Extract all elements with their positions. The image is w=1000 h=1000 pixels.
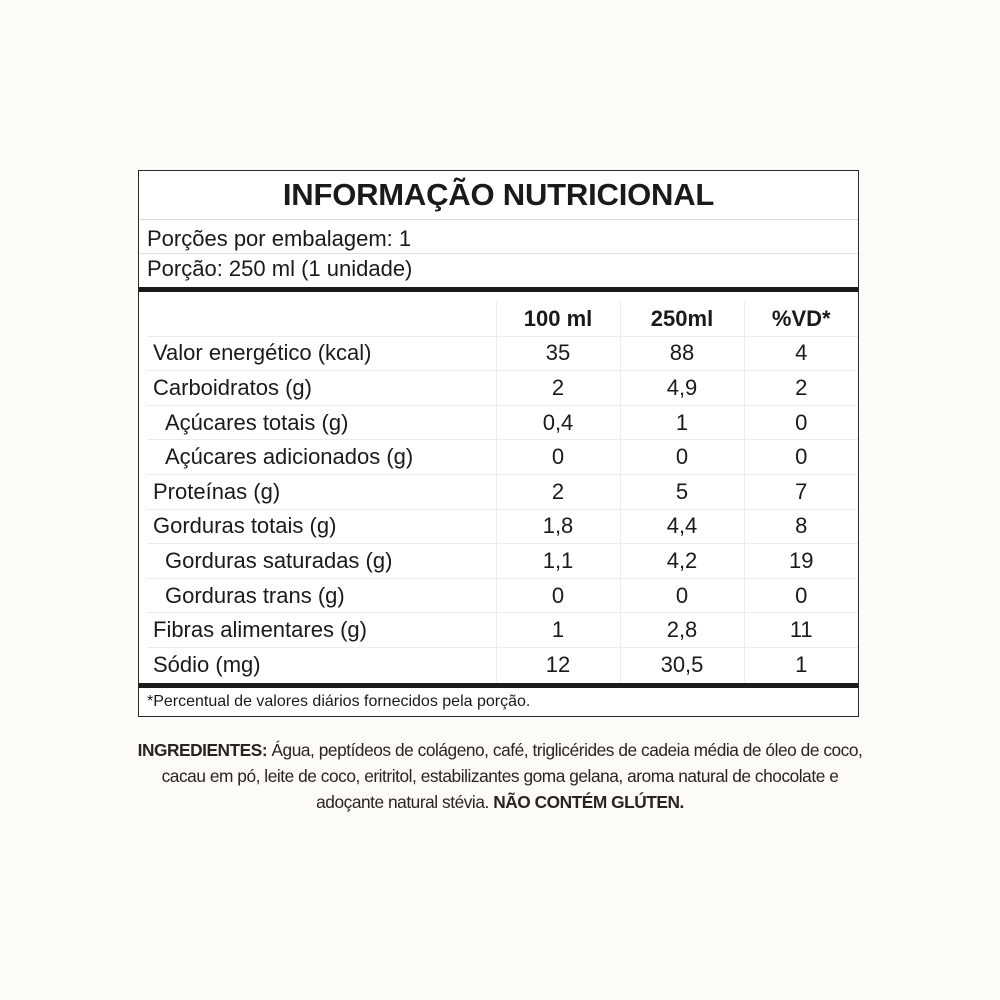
nutrient-name: Gorduras trans (g)	[147, 578, 496, 613]
table-row	[147, 578, 858, 613]
servings-per-package: Porções por embalagem: 1	[147, 226, 412, 251]
value-100ml: 1,8	[496, 509, 620, 544]
value-vd: 0	[744, 578, 858, 613]
nutrient-name: Gorduras totais (g)	[147, 509, 496, 544]
value-250ml: 4,2	[620, 544, 744, 579]
daily-value-footnote: *Percentual de valores diários fornecidos pela porção.	[147, 693, 531, 710]
value-250ml: 88	[620, 336, 744, 371]
value-100ml: 1,1	[496, 544, 620, 579]
table-row	[147, 405, 858, 440]
value-vd: 0	[744, 405, 858, 440]
ingredients-heading: INGREDIENTES:	[137, 740, 268, 760]
value-vd: 19	[744, 544, 858, 579]
nutrient-name: Fibras alimentares (g)	[147, 613, 496, 648]
value-100ml: 0	[496, 578, 620, 613]
table-row	[147, 647, 858, 681]
value-250ml: 30,5	[620, 647, 744, 681]
ingredients-block	[130, 737, 870, 815]
nutrient-name: Sódio (mg)	[147, 647, 496, 681]
thick-divider-bottom	[139, 683, 858, 688]
nutrient-name: Açúcares totais (g)	[147, 405, 496, 440]
nutrient-name: Açúcares adicionados (g)	[147, 440, 496, 475]
nutrient-name: Valor energético (kcal)	[147, 336, 496, 371]
nutrient-name: Proteínas (g)	[147, 474, 496, 509]
table-row	[147, 440, 858, 475]
value-250ml: 4,9	[620, 371, 744, 406]
nutrient-name: Gorduras saturadas (g)	[147, 544, 496, 579]
serving-size: Porção: 250 ml (1 unidade)	[147, 256, 413, 281]
nutrition-table	[147, 302, 858, 682]
value-100ml: 2	[496, 371, 620, 406]
value-250ml: 0	[620, 440, 744, 475]
value-vd: 1	[795, 651, 808, 677]
value-100ml: 35	[496, 336, 620, 371]
label-title: INFORMAÇÃO NUTRICIONAL	[282, 177, 715, 212]
value-100ml: 12	[496, 647, 620, 681]
nutrition-facts-label	[138, 170, 859, 717]
table-row	[147, 371, 858, 406]
value-100ml: 2	[496, 474, 620, 509]
nutrient-name: Carboidratos (g)	[147, 371, 496, 406]
value-vd: 8	[744, 509, 858, 544]
header-nutrient-cell	[147, 302, 496, 336]
title-divider	[139, 219, 858, 220]
value-250ml: 1	[620, 405, 744, 440]
value-250ml: 5	[620, 474, 744, 509]
table-row	[147, 336, 858, 371]
value-vd: 2	[744, 371, 858, 406]
value-vd: 11	[744, 613, 858, 648]
portion-divider	[139, 253, 858, 254]
value-250ml: 2,8	[620, 613, 744, 648]
column-header-100ml: 100 ml	[496, 302, 620, 336]
table-row	[147, 509, 858, 544]
table-row	[147, 544, 858, 579]
column-header-vd: %VD*	[744, 302, 858, 336]
thick-divider-top	[139, 287, 858, 292]
value-vd: 4	[744, 336, 858, 371]
table-row	[147, 613, 858, 648]
table-row	[147, 474, 858, 509]
table-header-row	[147, 302, 858, 336]
value-250ml: 4,4	[620, 509, 744, 544]
ingredients-text: Água, peptídeos de colágeno, café, triglicérides de cadeia média de óleo de coco, cacau em pó, leite de coco, eritritol, estabilizantes goma gelana, aroma natural de chocolate e adoçante natural stévia.	[161, 740, 863, 812]
value-100ml: 0	[496, 440, 620, 475]
value-100ml: 0,4	[496, 405, 620, 440]
value-250ml: 0	[620, 578, 744, 613]
value-vd: 0	[744, 440, 858, 475]
gluten-warning: NÃO CONTÉM GLÚTEN.	[493, 792, 684, 812]
value-100ml: 1	[496, 613, 620, 648]
value-vd: 7	[744, 474, 858, 509]
column-header-250ml: 250ml	[620, 302, 744, 336]
